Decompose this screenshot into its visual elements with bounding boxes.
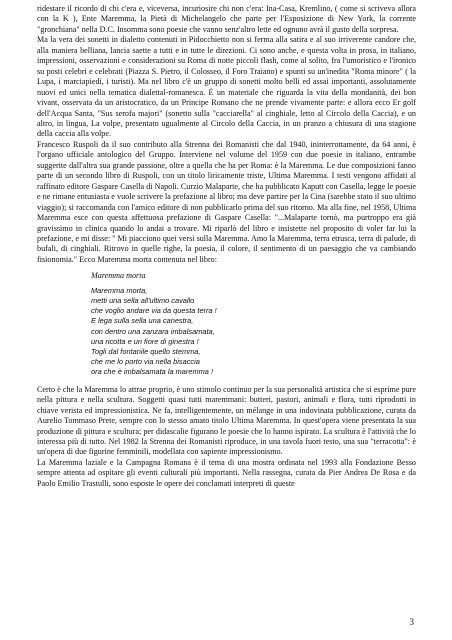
- poem-title: Maremma morta: [91, 271, 146, 281]
- poem-line: una ricotta e un fiore di ginestra !: [91, 336, 199, 346]
- poem-line: Togli dal fontanile quello stemma,: [91, 346, 201, 356]
- page-number: 3: [409, 617, 414, 627]
- poem-line: E lega sulla sella una canestra,: [91, 316, 194, 326]
- paragraph-maremma-art: Certo è che la Maremma lo attrae proprio, è uno stimolo continuo per la sua personalità artistica che si esprime pure nella pittura e nella scultura. Soggetti quasi tutti maremmani: butteri, pastori, animali e flora, tutti riprodotti in chiave verista ed impressionistica. Ne fa, intelligentemente, un mélange in una indovinata pubblicazione, curata da Aurelio Tommaso Prete, sempre con lo stesso amato titolo Ultima Maremma. In quest'opera viene presentata la sua produzione di pittura e scultura; per didascalie figurano le poesie che lo hanno ispirato. La scultura è l'attività che lo interessa più di tutto. Nel 1982 la Strenna dei Romanisti riproduce, in una tavola fuori testo, una sua "terracotta": è un'opera di due figurine femminili, modellata con sapiente impressionismo.: [37, 384, 416, 457]
- paragraph-pidocchietto: Ma la vera dei sonetti in dialetto contenuti in Pidocchietto non si ferma alla satira e al suo irriverente candore che, alla maniera belliana, lancia saette a tutti e in tutte le direzioni. Ci sono anche, e questa volta in prosa, in italiano, impressioni, osservazioni e considerazioni su Roma di notte piccoli flash, come al solito, fra l'umoristico e l'ironico su posti celebri e celebrati (Piazza S. Pietro, il Colosseo, il Foro Traiano) e spunti su un'inedita "Roma minore" ( la Lupa, i marciapiedi, i turisti). Ma nel libro c'è un gruppo di sonetti molto belli ed assai importanti, assolutamente nuovi ed unici nella tematica dialettal-romanesca. È un materiale che riguarda la vita della mondanità, dei bon vivant, osservata da un aristocratico, da un Principe Romano che ne prende vivamente parte: e allora ecco Er golf dell'Acqua Santa, "Sus serofa majori" (sonetto sulla "cacciarella" al cinghiale, letto al Circolo della Caccia), e un altro, in lingua, La volpe, presentato ugualmente al Circolo della Caccia, in un pranzo a chiusura di una stagione della caccia alla volpe.: [37, 35, 416, 139]
- paragraph-intro-continuation: ridestare il ricordo di chi c'era e, viceversa, incuriosire chi non c'era: Ina-Casa, Kremlino, ( come si scriveva allora con la K ), Ente Maremma, la Pietà di Michelangelo che parte per l'Esposizione di New York, la corrente "gronchiana" nella D.C. Insomma sono poesie che vanno senz'altro lette ed ognuno avrà il gusto della sorpresa.: [37, 4, 416, 34]
- poem-line: ora che è imbalsamata la maremma !: [91, 366, 213, 376]
- poem-line: che voglio andare via da questa terra !: [91, 306, 217, 316]
- poem-line: con dentro una zanzara imbalsamata,: [91, 326, 215, 336]
- paragraph-mostra-besso: La Maremma laziale e la Campagna Romana è il tema di una mostra ordinata nel 1993 alla Fondazione Besso sempre attenta ad ospitare gli eventi culturali più importanti. Nella rassegna, curata da Pier Andrea De Rosa e da Paolo Emilio Trastulli, sono esposte le opere dei conclamati interpreti di queste: [37, 457, 416, 488]
- poem-line: metti una sella all'ultimo cavallo: [91, 296, 195, 306]
- poem-line: Maremma morta,: [91, 286, 148, 296]
- paragraph-strenna-ultima-maremma: Francesco Ruspoli da il suo contributo alla Strenna dei Romanisti che dal 1940, ininterrottamente, da 64 anni, è l'organo ufficiale antologico del Gruppo. Interviene nel volume del 1959 con due poesie in italiano, entrambe suggerite dall'altra sua grande passione, oltre a quella che ha per Roma: è la Maremma. Le due composizioni fanno parte di un secondo libro di Ruspoli, con un titolo liricamente triste, Ultima Maremma. I testi vengono affidati al raffinato editore Gaspare Casella di Napoli. Curzio Malaparte, che ha pubblicato Kaputt con Casella, legge le poesie e ne rimane entusiasta e vuole scrivere la prefazione al libro; ma deve partire per la Cina (sarebbe stato il suo ultimo viaggio); si raccomanda con l'amico editore di non pubblicarlo prima del suo ritorno. Ma alla fine, nel 1958, Ultima Maremma esce con questa affettuosa prefazione di Gaspare Casella: "...Malaparte tornò, ma purtroppo era già gravissimo in clinica quando lo andai a trovare. Mi riparlò del libro e insistette nel proposito di voler far lui la prefazione, e mi disse: " Mi piacciono quei versi sulla Maremma. Amo la Maremma, terra etrusca, terra di palude, di bufali, di cinghiali. Ritrovo in quelle righe, la poesia, il colore, il sentimento di un paesaggio che va cambiando fisionomia." Ecco Maremma morta contenuta nel libro:: [37, 139, 416, 264]
- poem-maremma-morta: [91, 286, 416, 376]
- poem-line: che me lo porto via nella bisaccia: [91, 356, 200, 366]
